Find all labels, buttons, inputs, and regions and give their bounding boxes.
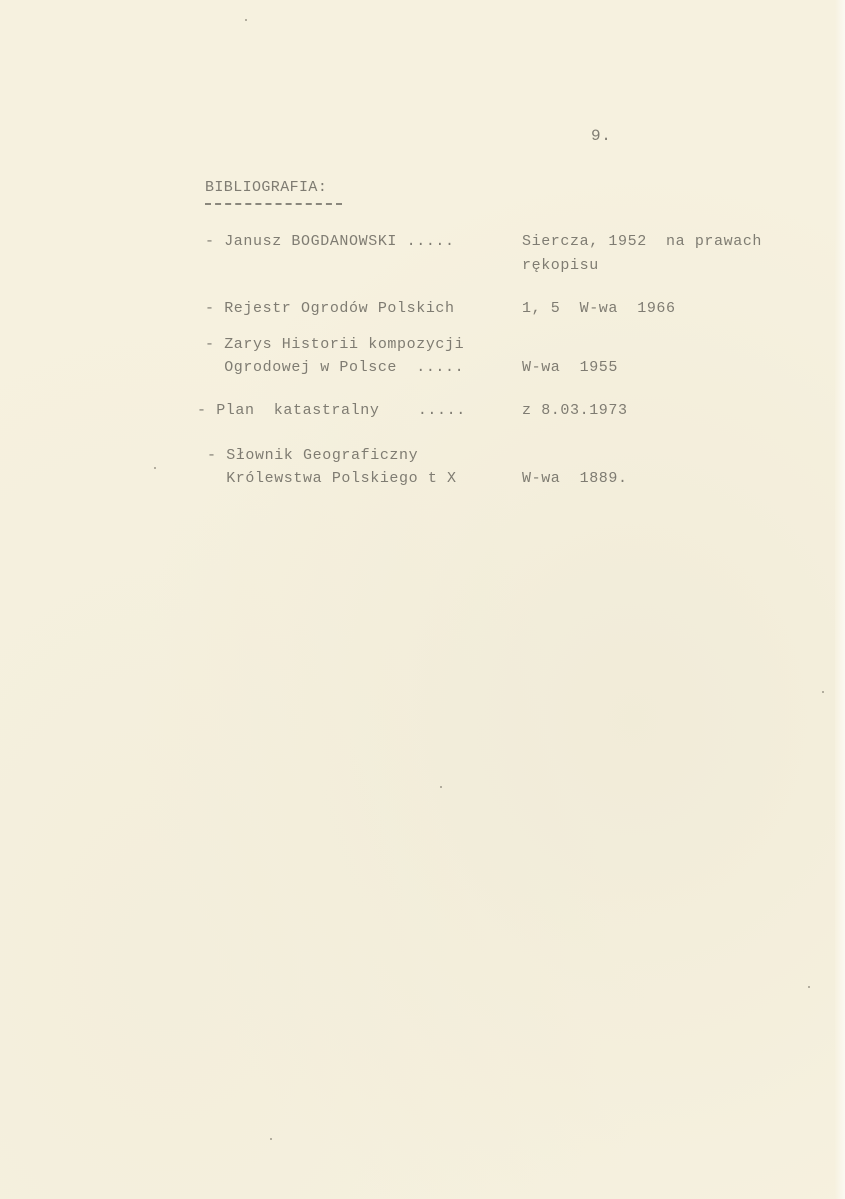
entry-3-title-line-2: Ogrodowej w Polsce ..... [205,359,465,376]
entry-1-title: - Janusz BOGDANOWSKI ..... [205,233,455,250]
paper-speck [822,691,824,693]
bibliography-heading: BIBLIOGRAFIA: [205,179,328,196]
entry-5-title-line-1: - Słownik Geograficzny [207,447,419,464]
entry-5-title-line-2: Królewstwa Polskiego t X [207,470,457,487]
entry-3-title-line-1: - Zarys Historii kompozycji [205,336,465,353]
paper-speck [808,986,810,988]
page-number: 9. [591,127,612,145]
page-edge [835,0,845,1199]
entry-2-detail: 1, 5 W-wa 1966 [522,300,676,317]
paper-speck [245,19,247,21]
entry-2-title: - Rejestr Ogrodów Polskich [205,300,455,317]
entry-1-detail-line-2: rękopisu [522,257,599,274]
paper-speck [270,1138,272,1140]
entry-4-detail: z 8.03.1973 [522,402,628,419]
entry-4-title: - Plan katastralny ..... [197,402,466,419]
entry-3-detail: W-wa 1955 [522,359,619,376]
entry-5-detail: W-wa 1889. [522,470,628,487]
entry-1-detail-line-1: Siercza, 1952 na prawach [522,233,763,250]
paper-speck [154,467,156,469]
heading-underline [205,203,342,205]
paper-speck [440,786,442,788]
